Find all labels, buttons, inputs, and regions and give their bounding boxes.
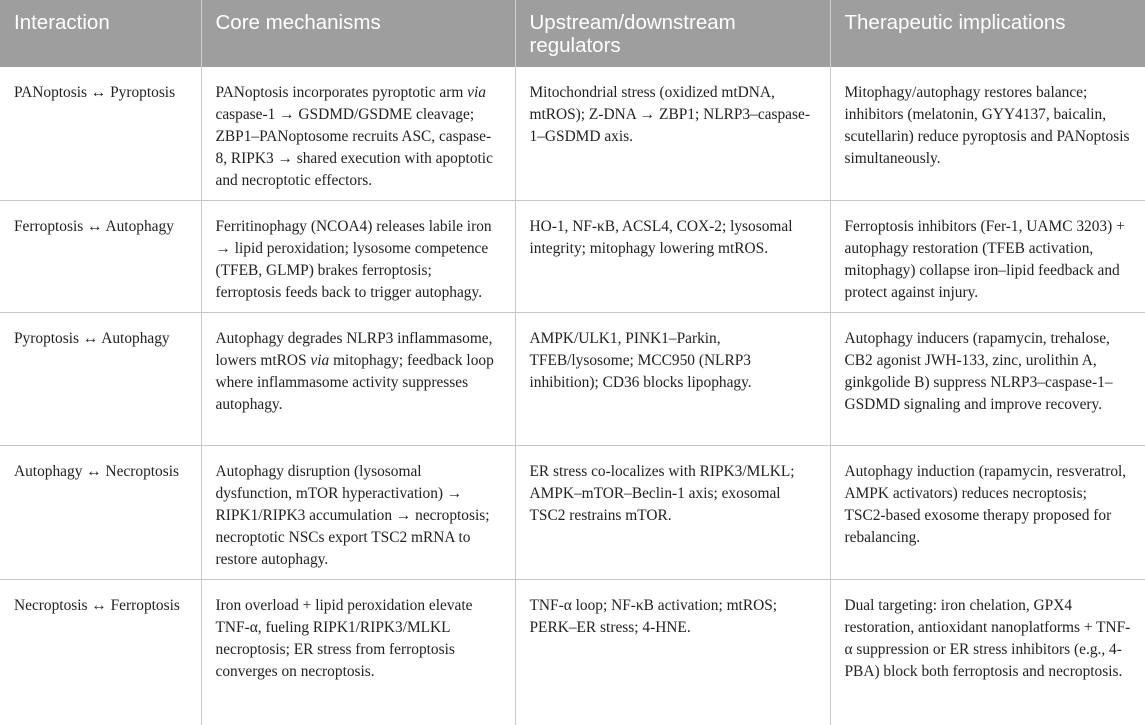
table-row (0, 67, 1145, 201)
cell-core-mechanisms (201, 580, 515, 725)
header-regulators: Upstream/downstream regulators (515, 0, 830, 67)
core-text: Ferritinophagy (NCOA4) releases labile iron → lipid peroxidation; lysosome competence (TFEB, GLMP) brakes ferroptosis; ferroptosis feeds back to trigger autophagy. (215, 218, 492, 301)
table-body (0, 67, 1145, 725)
table-row (0, 580, 1145, 725)
cell-interaction: Autophagy ↔ Necroptosis (0, 446, 201, 580)
header-interaction: Interaction (0, 0, 201, 67)
cell-core-mechanisms (201, 446, 515, 580)
table-row (0, 201, 1145, 313)
core-text: Autophagy disruption (lysosomal dysfunction, mTOR hyperactivation) → RIPK1/RIPK3 accumulation → necroptosis; necroptotic NSCs export TSC2 mRNA to restore autophagy. (215, 463, 490, 568)
cell-interaction: Pyroptosis ↔ Autophagy (0, 313, 201, 446)
core-text: Iron overload + lipid peroxidation elevate TNF-α, fueling RIPK1/RIPK3/MLKL necroptosis; ER stress from ferroptosis converges on necroptosis. (215, 597, 473, 680)
core-text: mitophagy; feedback loop where inflammasome activity suppresses autophagy. (215, 352, 494, 413)
cell-regulators: ER stress co-localizes with RIPK3/MLKL; AMPK–mTOR–Beclin-1 axis; exosomal TSC2 restrains mTOR. (515, 446, 830, 580)
cell-core-mechanisms (201, 67, 515, 201)
core-italic: via (467, 84, 486, 101)
table-header (0, 0, 1145, 67)
cell-regulators: Mitochondrial stress (oxidized mtDNA, mtROS); Z-DNA → ZBP1; NLRP3–caspase-1–GSDMD axis. (515, 67, 830, 201)
cell-regulators: TNF-α loop; NF-κB activation; mtROS; PERK–ER stress; 4-HNE. (515, 580, 830, 725)
table-row (0, 313, 1145, 446)
cell-therapeutic: Ferroptosis inhibitors (Fer-1, UAMC 3203) + autophagy restoration (TFEB activation, mitophagy) collapse iron–lipid feedback and protect against injury. (830, 201, 1145, 313)
cell-interaction: Ferroptosis ↔ Autophagy (0, 201, 201, 313)
header-row (0, 0, 1145, 67)
core-italic: via (310, 352, 330, 369)
table-row (0, 446, 1145, 580)
cell-interaction: PANoptosis ↔ Pyroptosis (14, 84, 176, 101)
cell-therapeutic: Autophagy induction (rapamycin, resveratrol, AMPK activators) reduces necroptosis; TSC2-based exosome therapy proposed for rebalancing. (830, 446, 1145, 580)
core-text: PANoptosis incorporates pyroptotic arm (215, 84, 468, 101)
core-text: caspase-1 → GSDMD/GSDME cleavage; ZBP1–PANoptosome recruits ASC, caspase-8, RIPK3 → shared execution with apoptotic and necroptotic effectors. (215, 106, 493, 189)
core-text: Autophagy degrades NLRP3 inflammasome, lowers mtROS (215, 330, 493, 369)
cell-core-mechanisms (201, 313, 515, 446)
cell-therapeutic: Dual targeting: iron chelation, GPX4 restoration, antioxidant nanoplatforms + TNF-α suppression or ER stress inhibitors (e.g., 4-PBA) block both ferroptosis and necroptosis. (830, 580, 1145, 725)
cell-therapeutic: Mitophagy/autophagy restores balance; inhibitors (melatonin, GYY4137, baicalin, scutellarin) reduce pyroptosis and PANoptosis simultaneously. (830, 67, 1145, 201)
cell-core-mechanisms (201, 201, 515, 313)
cell-regulators: HO-1, NF-κB, ACSL4, COX-2; lysosomal integrity; mitophagy lowering mtROS. (515, 201, 830, 313)
cell-interaction: Necroptosis ↔ Ferroptosis (0, 580, 201, 725)
cell-therapeutic: Autophagy inducers (rapamycin, trehalose, CB2 agonist JWH-133, zinc, urolithin A, ginkgolide B) suppress NLRP3–caspase-1–GSDMD signaling and improve recovery. (830, 313, 1145, 446)
cell-regulators: AMPK/ULK1, PINK1–Parkin, TFEB/lysosome; MCC950 (NLRP3 inhibition); CD36 blocks lipophagy. (515, 313, 830, 446)
header-therapeutic: Therapeutic implications (830, 0, 1145, 67)
header-core-mechanisms: Core mechanisms (201, 0, 515, 67)
